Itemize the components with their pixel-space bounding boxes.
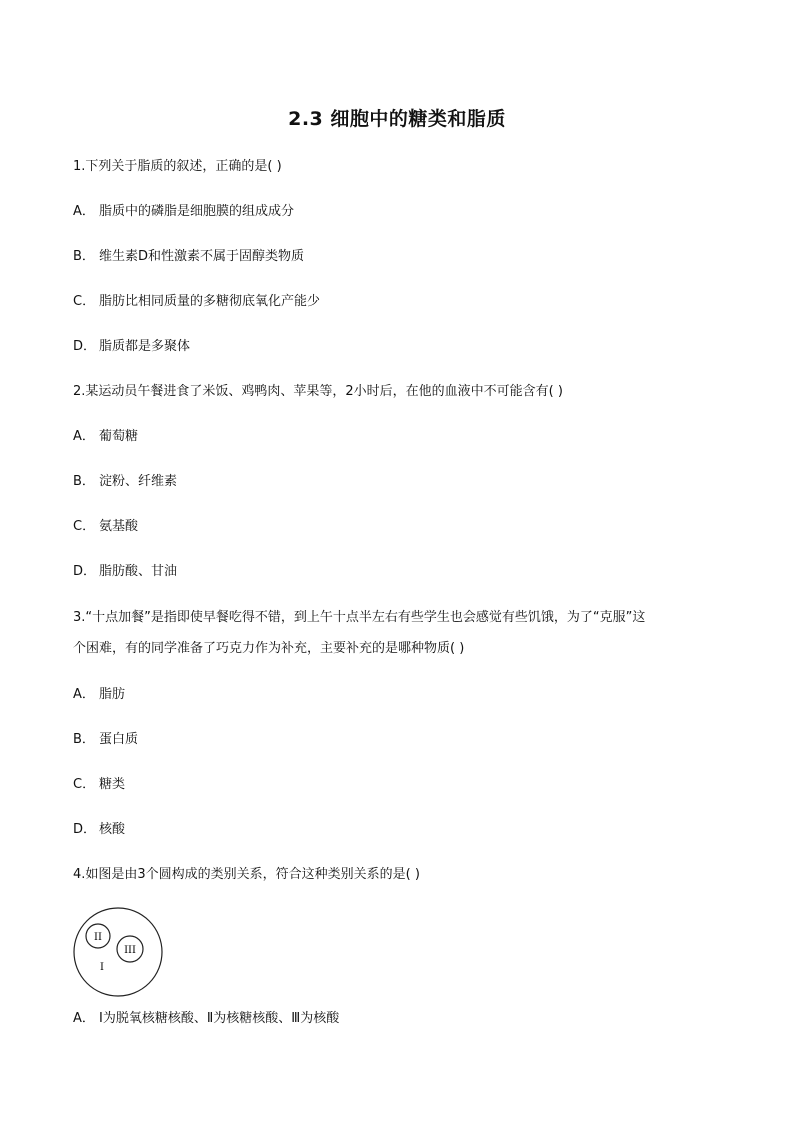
option-letter: B． [73,732,95,747]
question-3-stem-line-1: 3.“十点加餐”是指即使早餐吃得不错，到上午十点半左右有些学生也会感觉有些饥饿，为了“克服”这 [73,610,646,625]
question-2-stem: 2.某运动员午餐进食了米饭、鸡鸭肉、苹果等，2小时后，在他的血液中不可能含有( ) [73,384,563,399]
page-title: 2.3 细胞中的糖类和脂质 [288,108,506,130]
question-2-option-c [73,518,138,536]
option-letter: A． [73,687,95,702]
option-letter: D． [73,564,97,579]
option-text: 核酸 [99,822,126,837]
option-text: 蛋白质 [99,732,139,747]
question-2-option-a [73,428,138,446]
label-i: I [100,962,104,973]
question-3-option-d [73,821,125,839]
option-text: 淀粉、纤维素 [99,474,178,489]
option-letter: B． [73,474,95,489]
option-text: 葡萄糖 [99,429,139,444]
question-4-stem: 4.如图是由3个圆构成的类别关系，符合这种类别关系的是( ) [73,867,420,882]
venn-circles-figure [72,906,164,998]
option-text: 脂肪比相同质量的多糖彻底氧化产能少 [99,294,321,309]
question-1-option-a [73,203,294,221]
question-2-option-d [73,563,177,581]
label-ii: II [94,932,102,943]
label-iii: III [124,945,136,956]
question-3-stem-line-2: 个困难，有的同学准备了巧克力作为补充，主要补充的是哪种物质( ) [73,641,465,656]
option-letter: C． [73,294,96,309]
option-letter: A． [73,1011,95,1026]
question-1-stem: 1.下列关于脂质的叙述，正确的是( ) [73,159,282,174]
option-letter: B． [73,249,95,264]
option-text: 糖类 [99,777,126,792]
option-text: 脂肪酸、甘油 [99,564,178,579]
question-3-option-a [73,686,125,704]
question-1-option-d [73,338,190,356]
option-text: 脂质中的磷脂是细胞膜的组成成分 [99,204,295,219]
question-4-option-a [73,1010,339,1028]
outer-circle [74,908,162,996]
option-text: 脂肪 [99,687,126,702]
option-text: Ⅰ为脱氧核糖核酸、Ⅱ为核糖核酸、Ⅲ为核酸 [99,1011,340,1026]
question-2-option-b [73,473,177,491]
option-letter: C． [73,777,96,792]
question-1-option-c [73,293,320,311]
option-letter: C． [73,519,96,534]
option-text: 氨基酸 [99,519,139,534]
option-text: 维生素D和性激素不属于固醇类物质 [99,249,305,264]
option-letter: A． [73,429,95,444]
option-text: 脂质都是多聚体 [99,339,191,354]
option-letter: A． [73,204,95,219]
question-1-option-b [73,248,304,266]
option-letter: D． [73,822,97,837]
question-3-option-b [73,731,138,749]
option-letter: D． [73,339,97,354]
question-3-option-c [73,776,125,794]
